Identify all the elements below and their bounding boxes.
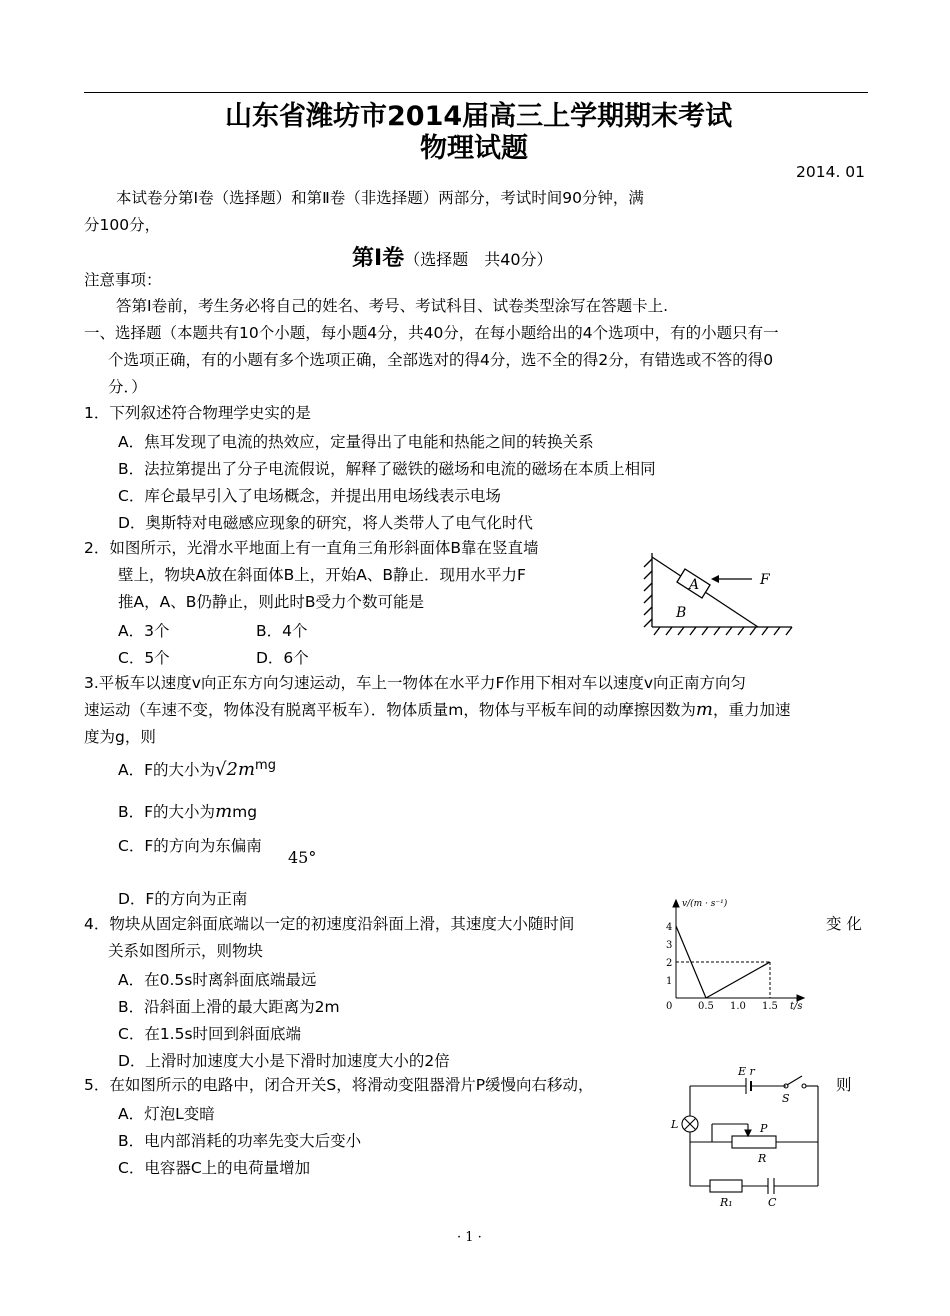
q5-line-1: 5．在如图所示的电路中，闭合开关S，将滑动变阻器滑片P缓慢向右移动， <box>84 1076 594 1094</box>
header-rule <box>84 92 868 93</box>
q3-option-c: C．F的方向为东偏南 <box>118 837 262 855</box>
q5-line-1-tail: 则 <box>836 1076 852 1094</box>
q3-option-b <box>118 800 257 822</box>
origin-label: 0 <box>666 1001 673 1012</box>
q3-line-2 <box>84 700 790 720</box>
q3-option-a-text: A．F的大小为 <box>118 761 216 779</box>
ground <box>652 627 792 635</box>
notice-label: 注意事项： <box>84 271 162 289</box>
q3-line-2a: 速运动（车速不变，物体没有脱离平板车）．物体质量m，物体与平板车间的动摩擦因数为 <box>84 701 696 719</box>
y-tick-4: 4 <box>666 922 673 933</box>
q3-line-2b: ，重力加速 <box>712 701 791 719</box>
q3-line-1: 3.平板车以速度v向正东方向匀速运动，车上一物体在水平力F作用下相对车以速度v向正南方向匀 <box>84 674 747 692</box>
label-r1: R₁ <box>720 1196 733 1208</box>
q4-velocity-graph <box>660 896 810 1014</box>
intro-line-1: 本试卷分第Ⅰ卷（选择题）和第Ⅱ卷（非选择题）两部分，考试时间90分钟，满 <box>116 189 644 207</box>
q3-option-a <box>118 758 276 780</box>
page-title: 山东省潍坊市2014届高三上学期期末考试 <box>225 101 733 132</box>
section-title-main: 第Ⅰ卷 <box>352 246 405 271</box>
intro-line-2: 分100分， <box>84 216 161 234</box>
label-b: B <box>676 605 687 621</box>
y-axis-arrow <box>673 900 679 907</box>
page-number: · 1 · <box>457 1230 482 1245</box>
slider-arrowhead <box>745 1130 751 1136</box>
wall <box>644 553 652 627</box>
q3-option-a-unit: mg <box>255 758 276 773</box>
q2-option-a: A．3个 <box>118 622 170 640</box>
switch-contact-right <box>802 1084 806 1088</box>
q2-option-d: D．6个 <box>256 649 309 667</box>
page-subtitle: 物理试题 <box>420 133 528 164</box>
q3-option-a-math: √2m <box>215 759 256 780</box>
q5-circuit-diagram <box>668 1062 828 1208</box>
q4-line-1-tail: 变 化 <box>826 915 862 933</box>
section-title <box>352 241 553 272</box>
q2-option-b: B．4个 <box>256 622 308 640</box>
instructions-line-1: 一、选择题（本题共有10个小题，每小题4分，共40分，在每小题给出的4个选项中，有的小题只有一 <box>84 324 779 342</box>
q3-option-b-unit: mg <box>232 803 258 821</box>
velocity-segment-down <box>706 962 770 998</box>
y-tick-1: 1 <box>666 976 673 987</box>
label-r: R <box>758 1152 767 1165</box>
label-s: S <box>782 1092 790 1105</box>
notice-text: 答第Ⅰ卷前，考生务必将自己的姓名、考号、考试科目、试卷类型涂写在答题卡上. <box>116 297 669 315</box>
q1-option-a: A．焦耳发现了电流的热效应，定量得出了电能和热能之间的转换关系 <box>118 433 594 451</box>
q2-option-c: C．5个 <box>118 649 170 667</box>
q4-option-b: B．沿斜面上滑的最大距离为2m <box>118 998 340 1016</box>
x-tick-0-5: 0.5 <box>698 1001 714 1012</box>
resistor-r1 <box>710 1180 742 1192</box>
q4-option-d: D．上滑时加速度大小是下滑时加速度大小的2倍 <box>118 1052 450 1070</box>
q2-incline-figure <box>640 545 800 640</box>
instructions-line-3: 分．） <box>108 378 147 396</box>
label-p: P <box>760 1122 768 1135</box>
q2-line-2: 壁上，物块A放在斜面体B上，开始A、B静止．现用水平力F <box>118 566 526 584</box>
q5-option-a: A．灯泡L变暗 <box>118 1105 215 1123</box>
instructions-line-2: 个选项正确，有的小题有多个选项正确，全部选对的得4分，选不全的得2分，有错选或不答的得0 <box>108 351 774 369</box>
label-c: C <box>768 1196 777 1208</box>
q4-line-1: 4．物块从固定斜面底端以一定的初速度沿斜面上滑，其速度大小随时间 <box>84 915 575 933</box>
q1-stem: 1．下列叙述符合物理学史实的是 <box>84 404 311 422</box>
y-tick-2: 2 <box>666 958 673 969</box>
section-title-sub: （选择题 共40分） <box>404 250 553 269</box>
x-tick-1-0: 1.0 <box>730 1001 746 1012</box>
q3-option-b-math: m <box>215 801 233 822</box>
q2-line-3: 推A，A、B仍静止，则此时B受力个数可能是 <box>118 593 424 611</box>
q4-option-c: C．在1.5s时回到斜面底端 <box>118 1025 302 1043</box>
q3-option-b-text: B．F的大小为 <box>118 803 216 821</box>
q4-line-2: 关系如图所示，则物块 <box>108 942 264 960</box>
x-tick-1-5: 1.5 <box>762 1001 778 1012</box>
q3-option-c-math: 45° <box>288 848 317 867</box>
label-l: L <box>671 1118 679 1131</box>
x-axis-label: t/s <box>790 1001 803 1012</box>
q3-option-d: D．F的方向为正南 <box>118 890 248 908</box>
exam-date: 2014. 01 <box>796 163 866 181</box>
q5-option-c: C．电容器C上的电荷量增加 <box>118 1159 311 1177</box>
q1-option-c: C．库仑最早引入了电场概念，并提出用电场线表示电场 <box>118 487 501 505</box>
switch-blade <box>787 1076 802 1085</box>
rheostat <box>732 1136 776 1148</box>
q5-option-b: B．电内部消耗的功率先变大后变小 <box>118 1132 362 1150</box>
q3-mu-symbol: m <box>695 699 713 720</box>
label-a: A <box>689 577 700 593</box>
q3-line-3: 度为g，则 <box>84 728 156 746</box>
y-tick-3: 3 <box>666 940 673 951</box>
q1-option-d: D．奥斯特对电磁感应现象的研究，将人类带人了电气化时代 <box>118 514 533 532</box>
y-axis-label: v/(m · s⁻¹) <box>682 899 728 909</box>
label-f: F <box>760 572 770 588</box>
q1-option-b: B．法拉第提出了分子电流假说，解释了磁铁的磁场和电流的磁场在本质上相同 <box>118 460 656 478</box>
q4-option-a: A．在0.5s时离斜面底端最远 <box>118 971 317 989</box>
force-arrowhead <box>711 575 719 583</box>
label-er: E r <box>738 1065 755 1078</box>
q2-line-1: 2．如图所示，光滑水平地面上有一直角三角形斜面体B靠在竖直墙 <box>84 539 539 557</box>
